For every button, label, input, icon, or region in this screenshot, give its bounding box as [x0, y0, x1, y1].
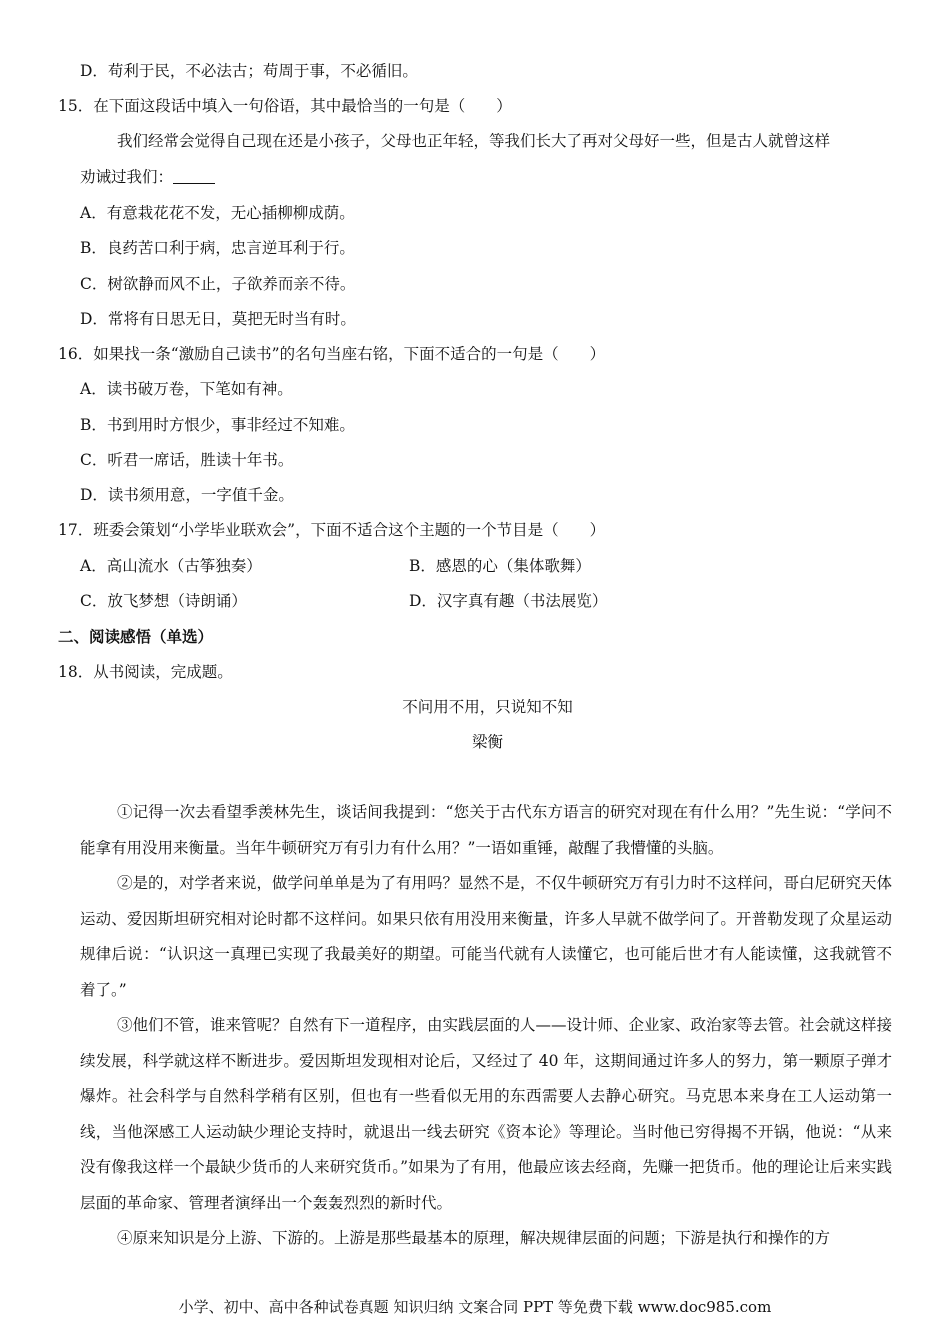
article-title: 不问用不用，只说知不知 [402, 698, 573, 716]
article-paragraph-4: ④原来知识是分上游、下游的。上游是那些最基本的原理，解决规律层面的问题；下游是执行和操作的方 [117, 1229, 831, 1247]
q17-option-d: D．汉字真有趣（书法展览） [409, 592, 608, 610]
q15-passage-cont [80, 167, 215, 187]
q16-stem: 16．如果找一条“激励自己读书”的名句当座右铭，下面不适合的一句是（ ） [58, 345, 606, 363]
q15-option-c: C．树欲静而风不止，子欲养而亲不待。 [80, 275, 356, 293]
q15-option-a: A．有意栽花花不发，无心插柳柳成荫。 [80, 204, 355, 222]
q16-option-a: A．读书破万卷，下笔如有神。 [80, 380, 293, 398]
article-paragraph-3: ③他们不管，谁来管呢？自然有下一道程序，由实践层面的人——设计师、企业家、政治家等去管。社会就这样接续发展，科学就这样不断进步。爱因斯坦发现相对论后，又经过了 40 年，这期间通过许多人的努力，第一颗原子弹才爆炸。社会科学与自然科学稍有区别，但也有一些看似无用的东西需要人去静心研究。马克思本来身在工人运动第一线，当他深感工人运动缺少理论支持时，就退出一线去研究《资本论》等理论。当时他已穷得揭不开锅，他说：“从来没有像我这样一个最缺少货币的人来研究货币。”如果为了有用，他最应该去经商，先赚一把货币。他的理论让后来实践层面的革命家、管理者演绎出一个轰轰烈烈的新时代。 [80, 1016, 893, 1212]
answer-blank [173, 169, 215, 184]
q18-stem: 18．从书阅读，完成题。 [58, 663, 233, 681]
page-footer: 小学、初中、高中各种试卷真题 知识归纳 文案合同 PPT 等免费下载 www.doc985.com [178, 1298, 772, 1316]
q15-option-b: B．良药苦口利于病，忠言逆耳利于行。 [80, 239, 355, 257]
q14-option-d: D．苟利于民，不必法古；苟周于事，不必循旧。 [80, 62, 418, 80]
q16-option-d: D．读书须用意，一字值千金。 [80, 486, 294, 504]
article-paragraph-2: ②是的，对学者来说，做学问单单是为了有用吗？显然不是，不仅牛顿研究万有引力时不这样问，哥白尼研究天体运动、爱因斯坦研究相对论时都不这样问。如果只依有用没用来衡量，许多人早就不做学问了。开普勒发现了众星运动规律后说：“认识这一真理已实现了我最美好的期望。可能当代就有人读懂它，也可能后世才有人能读懂，这我就管不着了。” [80, 874, 893, 999]
q17-stem: 17．班委会策划“小学毕业联欢会”，下面不适合这个主题的一个节目是（ ） [58, 521, 606, 539]
q15-passage: 我们经常会觉得自己现在还是小孩子，父母也正年轻，等我们长大了再对父母好一些，但是古人就曾这样 [117, 132, 831, 150]
q17-option-a: A．高山流水（古筝独奏） [80, 557, 262, 575]
q15-passage-cont-text: 劝诫过我们： [80, 168, 174, 186]
q17-option-b: B．感恩的心（集体歌舞） [409, 557, 591, 575]
q16-option-c: C．听君一席话，胜读十年书。 [80, 451, 294, 469]
section-heading: 二、阅读感悟（单选） [58, 628, 214, 646]
article-author: 梁衡 [471, 733, 503, 751]
q16-option-b: B．书到用时方恨少，事非经过不知难。 [80, 416, 355, 434]
q17-option-c: C．放飞梦想（诗朗诵） [80, 592, 247, 610]
q15-stem: 15．在下面这段话中填入一句俗语，其中最恰当的一句是（ ） [58, 97, 512, 115]
q15-option-d: D．常将有日思无日，莫把无时当有时。 [80, 310, 356, 328]
article-paragraph-1: ①记得一次去看望季羡林先生，谈话间我提到：“您关于古代东方语言的研究对现在有什么用？”先生说：“学问不能拿有用没用来衡量。当年牛顿研究万有引力有什么用？”一语如重锤，敲醒了我懵懂的头脑。 [80, 803, 892, 857]
